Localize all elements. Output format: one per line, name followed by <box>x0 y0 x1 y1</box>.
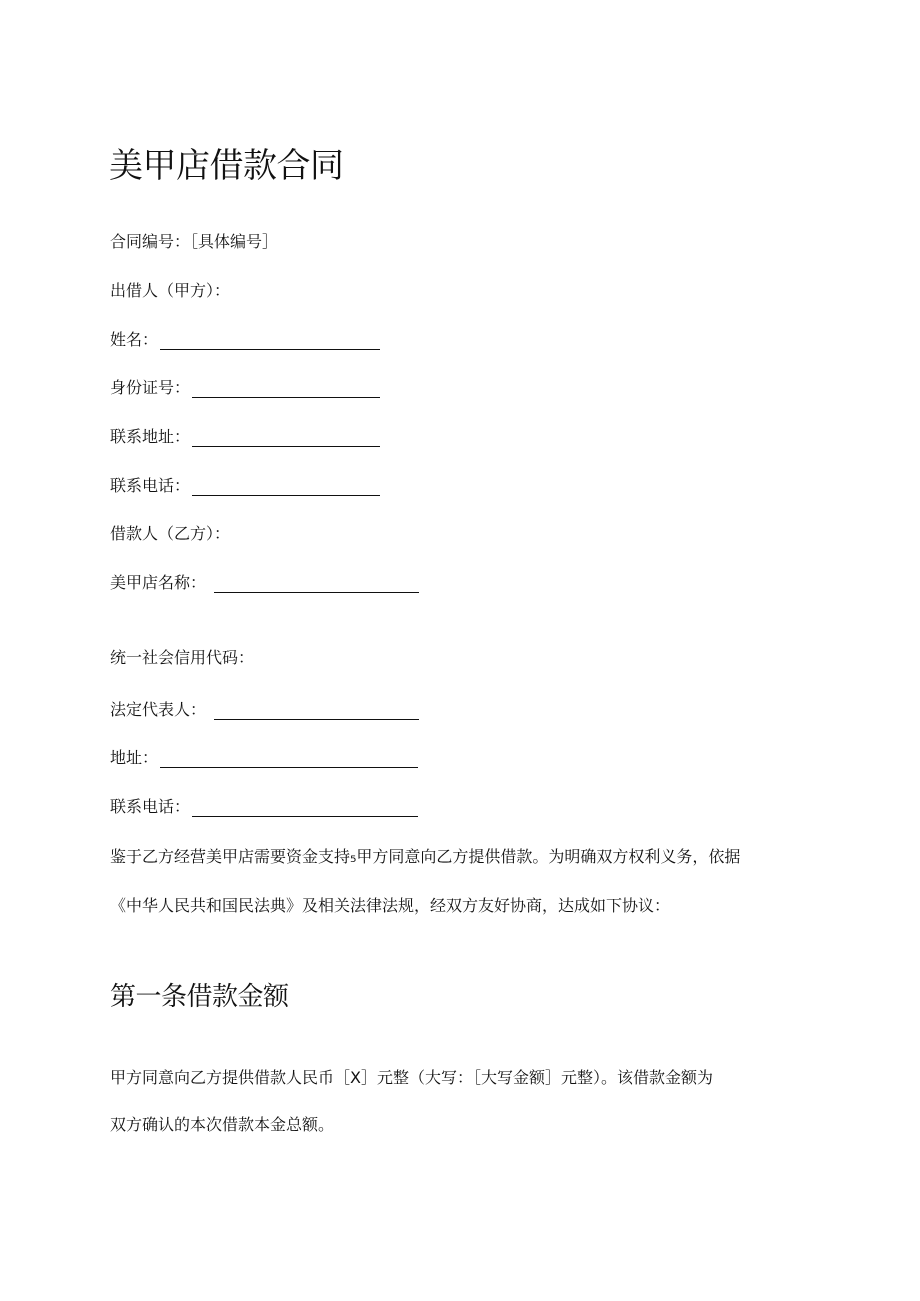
shop-name-field <box>110 573 419 593</box>
preamble-line-2: 《中华人民共和国民法典》及相关法律法规，经双方友好协商，达成如下协议： <box>110 896 671 915</box>
legal-rep-blank <box>214 702 419 720</box>
borrower-address-blank <box>160 750 418 768</box>
legal-rep-label: 法定代表人： <box>110 700 207 719</box>
lender-phone-field <box>110 476 380 496</box>
lender-name-blank <box>160 332 380 350</box>
legal-rep-field <box>110 700 419 720</box>
lender-id-blank <box>192 380 380 398</box>
lender-id-label: 身份证号： <box>110 378 191 397</box>
document-title: 美甲店借款合同 <box>109 146 344 186</box>
article-1-line-2: 双方确认的本次借款本金总额。 <box>110 1115 335 1134</box>
preamble-line-1: 鉴于乙方经营美甲店需要资金支持₅甲方同意向乙方提供借款。为明确双方权利义务，依据 <box>110 847 741 866</box>
lender-heading: 出借人（甲方）： <box>110 281 231 300</box>
shop-name-blank <box>214 575 419 593</box>
lender-address-field <box>110 427 380 447</box>
borrower-address-label: 地址： <box>110 748 159 767</box>
lender-phone-label: 联系电话： <box>110 476 191 495</box>
borrower-heading: 借款人（乙方）： <box>110 524 231 543</box>
lender-id-field <box>110 378 380 398</box>
lender-phone-blank <box>192 478 380 496</box>
borrower-address-field <box>110 748 418 768</box>
lender-name-label: 姓名： <box>110 330 159 349</box>
credit-code-label: 统一社会信用代码： <box>110 648 255 667</box>
borrower-phone-field <box>110 797 418 817</box>
article-1-line-1: 甲方同意向乙方提供借款人民币［X］元整（大写：［大写金额］元整）。该借款金额为 <box>110 1068 713 1087</box>
borrower-phone-blank <box>192 799 418 817</box>
lender-address-label: 联系地址： <box>110 427 191 446</box>
borrower-phone-label: 联系电话： <box>110 797 191 816</box>
lender-address-blank <box>192 429 380 447</box>
shop-name-label: 美甲店名称： <box>110 573 207 592</box>
article-1-heading: 第一条借款金额 <box>110 982 289 1012</box>
contract-number: 合同编号：［具体编号］ <box>110 232 279 251</box>
lender-name-field <box>110 330 380 350</box>
